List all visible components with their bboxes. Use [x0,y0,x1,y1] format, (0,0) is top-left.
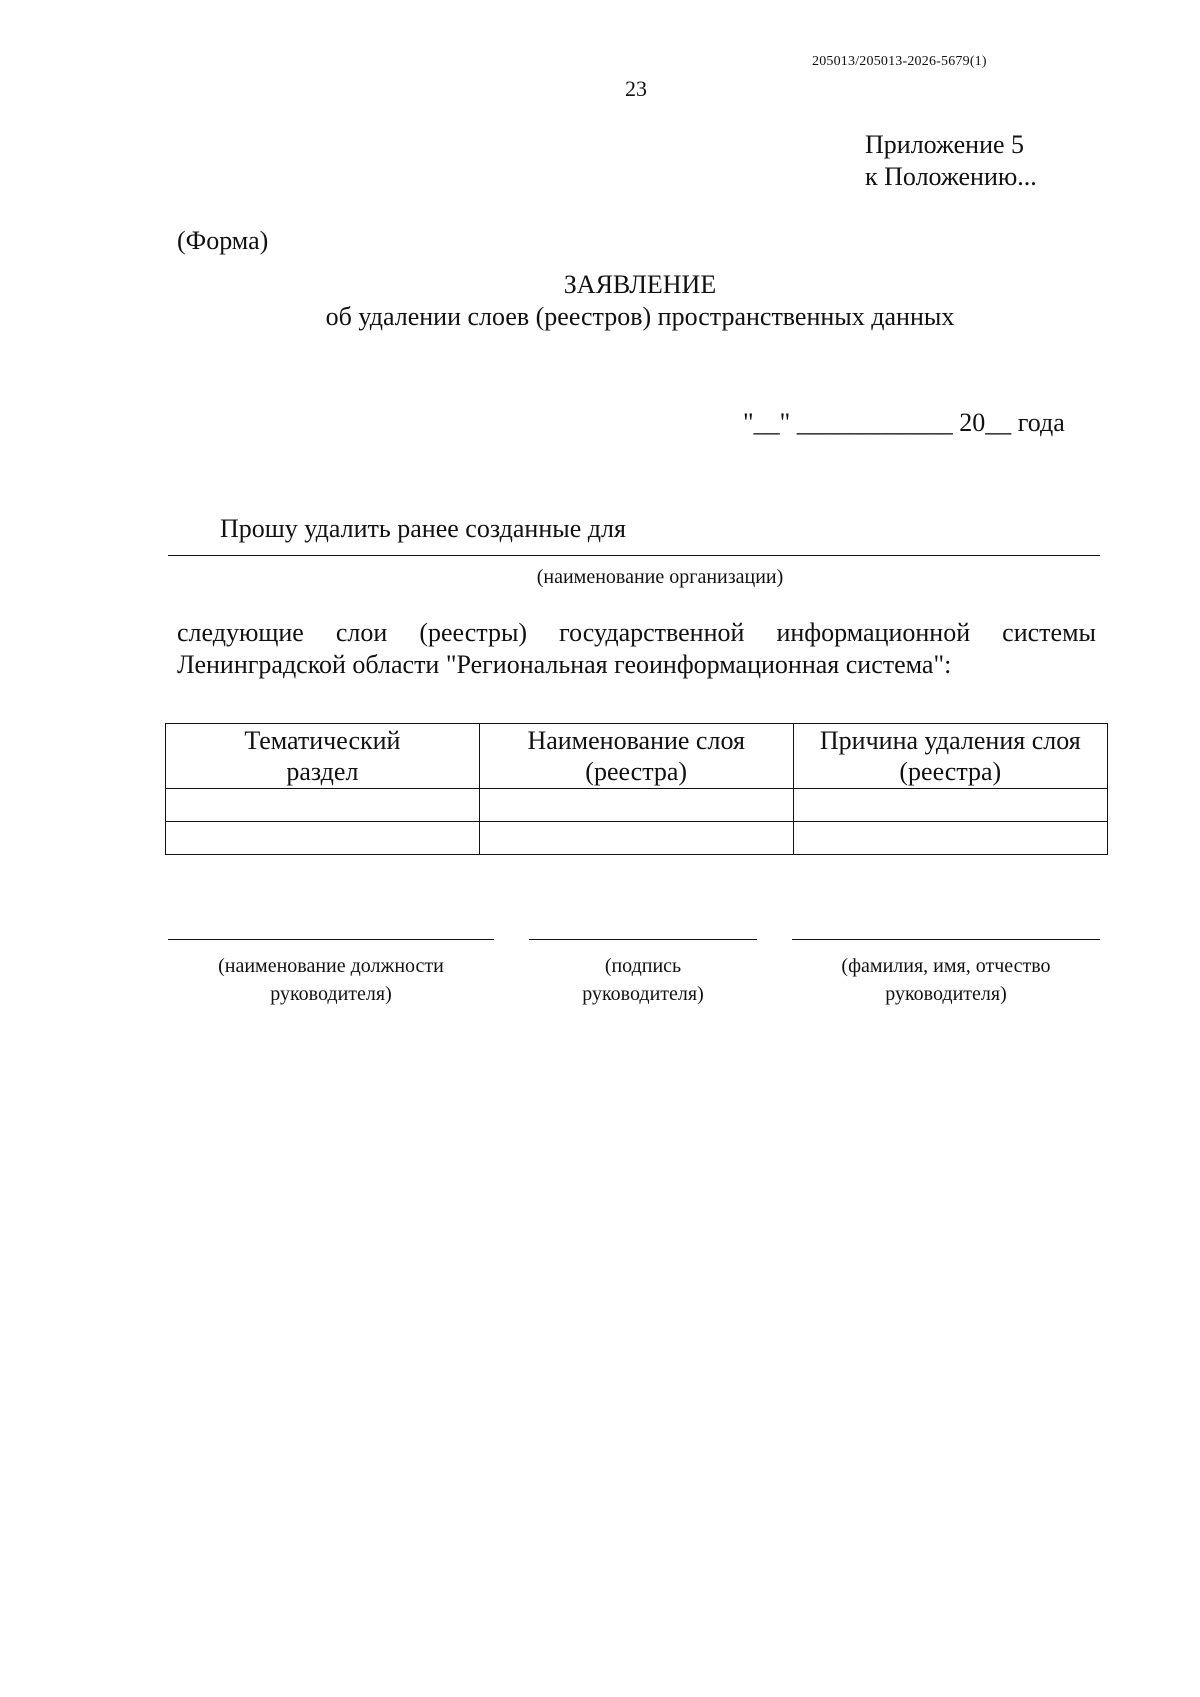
appendix-reference: к Положению... [865,162,1037,191]
layers-table [165,723,1108,855]
appendix-number: Приложение 5 [865,130,1025,159]
header-cell-line: (реестра) [899,757,1002,786]
caption-line: (фамилия, имя, отчество [841,955,1051,977]
header-layer-name [479,724,793,789]
table-header-row [166,724,1108,789]
table-cell [479,789,793,822]
organization-caption: (наименование организации) [536,566,784,588]
signature-caption [529,952,757,1008]
document-id: 205013/205013-2026-5679(1) [812,54,987,69]
signature-line [529,939,757,940]
document-title: ЗАЯВЛЕНИЕ [563,270,717,299]
table-cell [166,789,480,822]
organization-name-line [168,555,1100,556]
header-cell-line: (реестра) [585,757,688,786]
table-cell [166,822,480,855]
table-cell [479,822,793,855]
caption-line: руководителя) [270,983,392,1005]
caption-line: руководителя) [582,983,704,1005]
full-name-signature-line [792,939,1100,940]
position-caption [168,952,494,1008]
page-number: 23 [625,76,647,101]
header-cell-line: Наименование слоя [527,726,745,755]
request-text: Прошу удалить ранее созданные для [220,514,626,543]
position-signature-line [168,939,494,940]
table-row [166,822,1108,855]
date-line: "__" ____________ 20__ года [743,408,1065,437]
form-label: (Форма) [177,226,269,255]
caption-line: (подпись [604,955,682,977]
paragraph-line-2: Ленинградской области "Региональная геоинформационная система": [177,650,952,679]
full-name-caption [792,952,1100,1008]
header-cell-line: Тематический [244,726,401,755]
caption-line: (наименование должности [218,955,444,977]
header-cell-line: раздел [286,757,359,786]
header-deletion-reason [793,724,1107,789]
header-thematic-section [166,724,480,789]
table-row [166,789,1108,822]
table-cell [793,789,1107,822]
document-subtitle: об удалении слоев (реестров) пространственных данных [325,302,955,331]
table-cell [793,822,1107,855]
header-cell-line: Причина удаления слоя [819,726,1081,755]
paragraph-line-1: следующие слои (реестры) государственной информационной системы [177,618,1096,647]
caption-line: руководителя) [885,983,1007,1005]
